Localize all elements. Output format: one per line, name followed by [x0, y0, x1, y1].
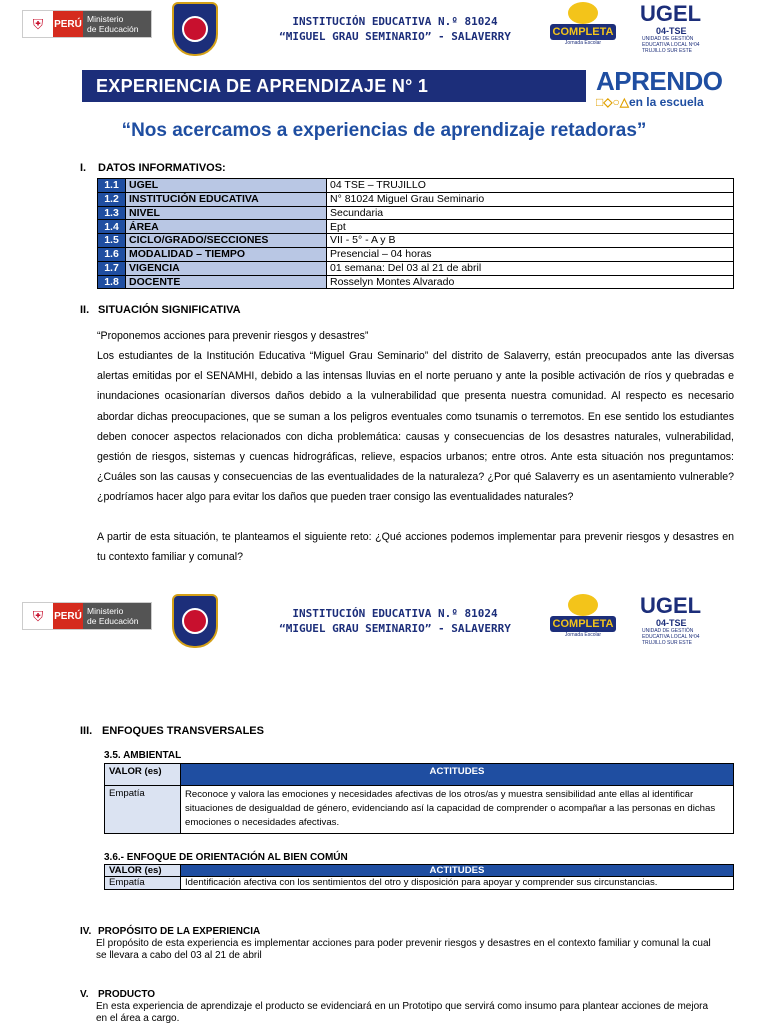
datos-cell-label: ÁREA [126, 220, 327, 234]
table-row [98, 247, 734, 261]
section-datos-heading: I. DATOS INFORMATIVOS: [80, 162, 226, 174]
peru-shield-icon: ⛨ [23, 11, 53, 37]
table-row: Empatía Identificación afectiva con los sentimientos del otro y disposición para apoyar y comprender sus circunstancias. [105, 877, 734, 890]
datos-cell-num: 1.5 [98, 234, 126, 248]
enfoque-ambiental-title: 3.5. AMBIENTAL [104, 750, 182, 761]
datos-cell-label: CICLO/GRADO/SECCIONES [126, 234, 327, 248]
datos-table [97, 178, 734, 289]
datos-cell-num: 1.8 [98, 275, 126, 289]
school-crest-icon [172, 594, 218, 648]
table-row [98, 220, 734, 234]
table-row [98, 192, 734, 206]
page-title: “Nos acercamos a experiencias de aprendizaje retadoras” [121, 120, 647, 141]
datos-cell-label: INSTITUCIÓN EDUCATIVA [126, 192, 327, 206]
section-situacion-heading: II. SITUACIÓN SIGNIFICATIVA [80, 304, 241, 316]
datos-cell-num: 1.7 [98, 261, 126, 275]
sun-icon [568, 594, 598, 616]
situacion-body: Los estudiantes de la Institución Educativa “Miguel Grau Seminario” del distrito de Salaverry, están preocupados ante las diversas alertas emitidas por el SENAMHI, debido a las intensas lluvias en el norte peruano y ante la posible activación de ríos y quebradas e inundaciones ocasionarían diversos daños debido a la vulnerabilidad que presenta nuestra comunidad. Al respecto es necesario abordar dichas preocupaciones, que se suman a los peligros eventuales como tsunamis o terremotos. En ese sentido los estudiantes deben conocer aspectos relacionados con dicha problemática: causas y consecuencias de los desastres naturales, vulnerabilidad, gestión de riesgos, sistemas y cuencas hidrográficas, relieve, espacios urbanos; entre otros. Ante esta situación nos preguntamos: ¿Cuáles son las causas y consecuencias de las eventualidades de la naturaleza? ¿Por qué Salaverry es un asentamiento vulnerable? ¿podríamos hacer algo para evitar los daños que pueden traer consigo las eventualidades naturales? [97, 350, 734, 504]
datos-cell-label: NIVEL [126, 206, 327, 220]
section-producto-heading: V. PRODUCTO [80, 989, 156, 1000]
table-row [98, 206, 734, 220]
table-row [98, 234, 734, 248]
institution-name: INSTITUCIÓN EDUCATIVA N.º 81024 “MIGUEL GRAU SEMINARIO” - SALAVERRY [279, 15, 511, 43]
situacion-quote: “Proponemos acciones para prevenir riesgos y desastres” [97, 330, 369, 342]
datos-cell-value: N° 81024 Miguel Grau Seminario [327, 192, 734, 206]
datos-cell-value: Secundaria [327, 206, 734, 220]
minedu-country: PERÚ [53, 11, 83, 37]
enfoque-bien-comun-table [104, 864, 734, 890]
ugel-logo: UGEL 04-TSE UNIDAD DE GESTIÓN EDUCATIVA LOCAL Nº04 TRUJILLO SUR ESTE [640, 1, 702, 54]
sun-icon [568, 2, 598, 24]
minedu-logo [22, 10, 152, 38]
experience-banner: EXPERIENCIA DE APRENDIZAJE N° 1 [82, 70, 586, 102]
minedu-logo: ⛨ PERÚ Ministerio de Educación [22, 602, 152, 630]
proposito-text: El propósito de esta experiencia es implementar acciones para poder prevenir riesgos y desastres en el contexto familiar y comunal la cual se llevara a cabo del 03 al 21 de abril [96, 938, 711, 961]
datos-cell-value: Rosselyn Montes Alvarado [327, 275, 734, 289]
producto-text: En esta experiencia de aprendizaje el producto se evidenciará en un Prototipo que servirá como insumo para plantear acciones de mejora en el área a cargo. [96, 1001, 709, 1024]
institution-name: INSTITUCIÓN EDUCATIVA N.º 81024 “MIGUEL GRAU SEMINARIO” - SALAVERRY [279, 607, 511, 635]
datos-cell-label: VIGENCIA [126, 261, 327, 275]
datos-cell-num: 1.4 [98, 220, 126, 234]
datos-cell-num: 1.1 [98, 179, 126, 193]
table-row [98, 179, 734, 193]
table-row: VALOR (es) ACTITUDES [105, 865, 734, 877]
section-proposito-heading: IV. PROPÓSITO DE LA EXPERIENCIA [80, 926, 261, 937]
page-header [0, 0, 768, 66]
datos-cell-num: 1.6 [98, 247, 126, 261]
datos-cell-value: VII - 5° - A y B [327, 234, 734, 248]
enfoque-bien-comun-title: 3.6.- ENFOQUE DE ORIENTACIÓN AL BIEN COMÚN [104, 852, 348, 863]
minedu-name: Ministerio de Educación [83, 11, 151, 37]
datos-cell-label: UGEL [126, 179, 327, 193]
datos-cell-label: DOCENTE [126, 275, 327, 289]
situacion-reto: A partir de esta situación, te planteamos el siguiente reto: ¿Qué acciones podemos implementar para prevenir riesgos y desastres en tu contexto familiar y comunal? [97, 531, 734, 564]
datos-cell-value: Ept [327, 220, 734, 234]
datos-cell-num: 1.3 [98, 206, 126, 220]
ugel-logo: UGEL 04-TSE UNIDAD DE GESTIÓN EDUCATIVA LOCAL Nº04 TRUJILLO SUR ESTE [640, 593, 702, 646]
peru-shield-icon: ⛨ [23, 603, 53, 629]
page-header-2 [0, 592, 768, 658]
table-row: Empatía Reconoce y valora las emociones y necesidades afectivas de los otros/as y muestra sensibilidad ante ellas al identificar situaciones de desigualdad de género, evidenciando así la capacidad de comprender o acompañar a las personas en dichas emociones o necesidades afectivas. [105, 786, 734, 834]
jec-logo: COMPLETA Jornada Escolar [548, 2, 618, 48]
datos-cell-num: 1.2 [98, 192, 126, 206]
datos-cell-value: 01 semana: Del 03 al 21 de abril [327, 261, 734, 275]
table-row [98, 261, 734, 275]
school-crest-icon [172, 2, 218, 56]
enfoque-ambiental-table [104, 763, 734, 834]
table-row [98, 275, 734, 289]
datos-cell-label: MODALIDAD – TIEMPO [126, 247, 327, 261]
aprendo-logo: APRENDO □◇○△en la escuela [596, 66, 723, 109]
section-enfoques-heading: III. ENFOQUES TRANSVERSALES [80, 725, 264, 737]
jec-logo: COMPLETA Jornada Escolar [548, 594, 618, 640]
datos-cell-value: 04 TSE – TRUJILLO [327, 179, 734, 193]
datos-cell-value: Presencial – 04 horas [327, 247, 734, 261]
table-row: VALOR (es) ACTITUDES [105, 764, 734, 786]
